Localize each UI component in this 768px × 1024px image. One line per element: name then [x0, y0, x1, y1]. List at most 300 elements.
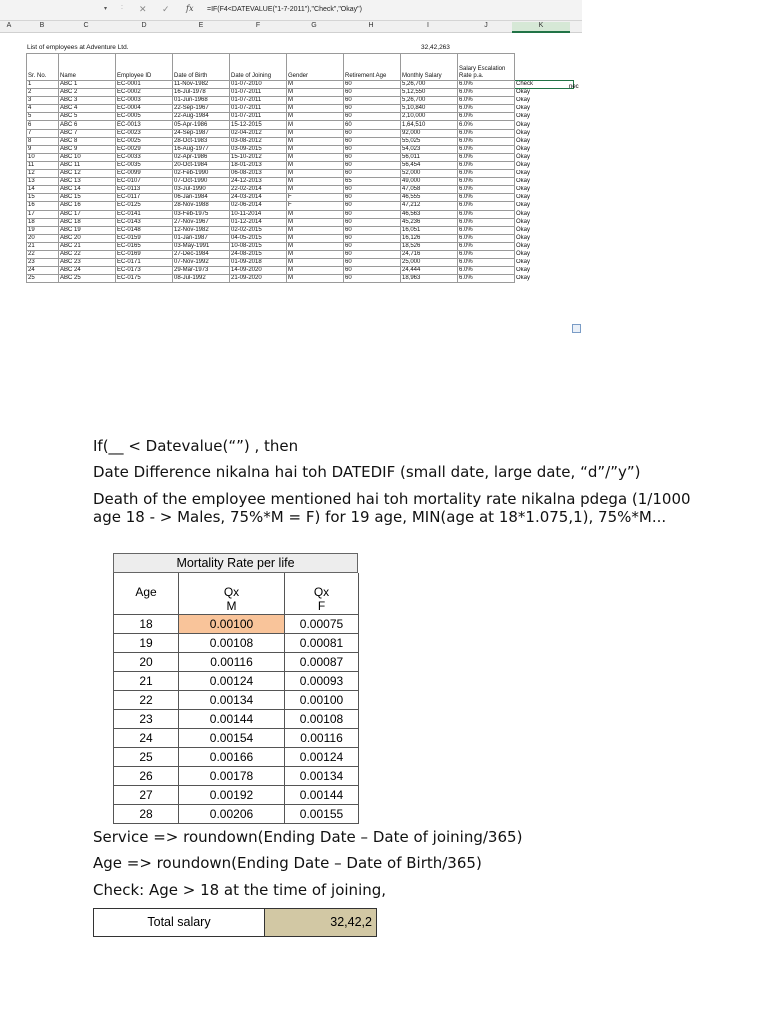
table-cell[interactable]: M [287, 267, 344, 275]
table-cell[interactable]: 29-Mar-1973 [173, 267, 230, 275]
table-cell[interactable]: 16 [27, 202, 59, 210]
table-cell[interactable]: 6.0% [458, 194, 515, 202]
table-cell[interactable]: M [287, 226, 344, 234]
table-cell[interactable]: F [287, 194, 344, 202]
table-cell[interactable]: 60 [344, 161, 401, 169]
table-cell[interactable]: 18,963 [401, 275, 458, 283]
table-cell[interactable]: EC-0005 [116, 113, 173, 121]
table-cell[interactable]: 03-Jul-1990 [173, 186, 230, 194]
table-cell[interactable]: EC-0035 [116, 161, 173, 169]
table-cell[interactable]: M [287, 105, 344, 113]
table-cell[interactable]: 56,011 [401, 153, 458, 161]
table-cell[interactable]: 01-Jun-1968 [173, 97, 230, 105]
table-cell[interactable]: 22-02-2014 [230, 186, 287, 194]
table-cell[interactable]: 20-Oct-1984 [173, 161, 230, 169]
table-cell[interactable]: 5,12,550 [401, 89, 458, 97]
table-cell[interactable]: 6.0% [458, 137, 515, 145]
table-cell[interactable]: 5 [27, 113, 59, 121]
table-cell[interactable]: 01-Jan-1987 [173, 234, 230, 242]
table-cell[interactable]: 24-Sep-1987 [173, 129, 230, 137]
cancel-icon[interactable]: ✕ [139, 4, 147, 14]
table-cell[interactable]: ABC 9 [59, 145, 116, 153]
table-cell[interactable]: 28-Oct-1983 [173, 137, 230, 145]
status-cell[interactable]: Okay [516, 113, 531, 120]
status-cell[interactable]: Okay [516, 194, 531, 201]
table-cell[interactable]: ABC 6 [59, 121, 116, 129]
table-cell[interactable]: 60 [344, 202, 401, 210]
table-cell[interactable]: EC-0141 [116, 210, 173, 218]
table-cell[interactable]: 01-12-2014 [230, 218, 287, 226]
table-cell[interactable]: 6.0% [458, 153, 515, 161]
table-cell[interactable]: ABC 7 [59, 129, 116, 137]
table-cell[interactable]: M [287, 145, 344, 153]
table-cell[interactable]: 16-Aug-1977 [173, 145, 230, 153]
table-cell[interactable]: 19 [27, 226, 59, 234]
table-cell[interactable]: 60 [344, 186, 401, 194]
table-cell[interactable]: ABC 20 [59, 234, 116, 242]
table-cell[interactable]: EC-0117 [116, 194, 173, 202]
table-cell[interactable]: EC-0175 [116, 275, 173, 283]
table-row [27, 145, 574, 153]
table-cell[interactable]: EC-0173 [116, 267, 173, 275]
table-cell[interactable]: 60 [344, 89, 401, 97]
table-cell[interactable]: 25,000 [401, 259, 458, 267]
table-cell[interactable]: 12 [27, 170, 59, 178]
table-cell[interactable]: ABC 13 [59, 178, 116, 186]
table-cell[interactable]: 10-08-2015 [230, 242, 287, 250]
table-cell[interactable]: 60 [344, 275, 401, 283]
status-cell[interactable]: Okay [516, 105, 531, 112]
table-cell[interactable]: M [287, 129, 344, 137]
table-cell[interactable]: EC-0013 [116, 121, 173, 129]
table-cell[interactable]: 60 [344, 105, 401, 113]
table-cell[interactable]: 03-May-1991 [173, 242, 230, 250]
status-cell[interactable]: Okay [516, 226, 531, 233]
table-cell[interactable]: 24-03-2014 [230, 194, 287, 202]
table-cell[interactable]: 92,000 [401, 129, 458, 137]
table-cell[interactable]: 6.0% [458, 113, 515, 121]
table-cell[interactable]: 21 [27, 242, 59, 250]
age-cell: 24 [114, 729, 179, 748]
column-header[interactable]: F [255, 22, 261, 29]
table-cell[interactable]: 11 [27, 161, 59, 169]
column-header[interactable]: E [198, 22, 204, 29]
column-header-cell[interactable]: Salary Escalation Rate p.a. [458, 54, 515, 81]
column-header-cell[interactable]: Date of Joining [230, 54, 287, 81]
table-cell[interactable]: 6 [27, 121, 59, 129]
name-box-dropdown-icon[interactable]: ▾ [104, 6, 108, 12]
table-cell[interactable]: 16,126 [401, 234, 458, 242]
table-cell[interactable]: 1 [27, 81, 59, 89]
column-header[interactable]: G [311, 22, 317, 29]
table-cell[interactable]: 02-Apr-1986 [173, 153, 230, 161]
status-cell[interactable]: Okay [516, 170, 531, 177]
table-cell[interactable]: 08-Jul-1992 [173, 275, 230, 283]
table-cell[interactable]: 24 [27, 267, 59, 275]
table-cell[interactable]: 24-12-2013 [230, 178, 287, 186]
mortality-row [114, 710, 359, 729]
table-cell[interactable]: ABC 11 [59, 161, 116, 169]
column-header-cell[interactable]: Employee ID [116, 54, 173, 81]
table-cell[interactable]: 6.0% [458, 89, 515, 97]
table-cell[interactable]: 6.0% [458, 105, 515, 113]
table-cell[interactable]: 46,563 [401, 210, 458, 218]
table-cell[interactable]: 8 [27, 137, 59, 145]
column-header[interactable]: J [484, 22, 488, 29]
table-cell[interactable]: 16-Jul-1978 [173, 89, 230, 97]
table-cell[interactable]: EC-0125 [116, 202, 173, 210]
table-cell[interactable]: F [287, 202, 344, 210]
column-header[interactable]: H [368, 22, 374, 29]
table-cell[interactable]: 52,000 [401, 170, 458, 178]
table-cell[interactable]: ABC 3 [59, 97, 116, 105]
note-line-3: Death of the employee mentioned hai toh mortality rate nikalna pdega (1/1000 age 18 - > Males, 75%*M = F) for 19 age, MIN(age at 18*1.075,1), 75%*M... [93, 490, 691, 526]
table-cell[interactable]: 01-07-2010 [230, 81, 287, 89]
table-cell[interactable]: 6.0% [458, 242, 515, 250]
table-cell[interactable]: M [287, 234, 344, 242]
table-cell[interactable]: 22 [27, 250, 59, 258]
table-cell[interactable]: 60 [344, 234, 401, 242]
table-cell[interactable]: M [287, 81, 344, 89]
table-cell[interactable]: 24,716 [401, 250, 458, 258]
insert-function-icon[interactable]: fx [186, 4, 194, 13]
table-cell[interactable]: 01-07-2011 [230, 97, 287, 105]
table-cell[interactable]: 55,025 [401, 137, 458, 145]
qx-m-header: Qx [179, 573, 285, 599]
table-cell[interactable]: 03-Feb-1975 [173, 210, 230, 218]
table-cell[interactable]: ABC 18 [59, 218, 116, 226]
table-cell[interactable]: 13 [27, 178, 59, 186]
table-cell[interactable]: M [287, 113, 344, 121]
table-cell[interactable]: ABC 23 [59, 259, 116, 267]
table-cell[interactable]: 6.0% [458, 234, 515, 242]
table-cell[interactable]: ABC 17 [59, 210, 116, 218]
table-cell[interactable]: 6.0% [458, 267, 515, 275]
table-cell[interactable]: M [287, 137, 344, 145]
table-cell[interactable]: ABC 2 [59, 89, 116, 97]
table-cell[interactable]: 60 [344, 121, 401, 129]
table-cell[interactable]: 28-Nov-1988 [173, 202, 230, 210]
table-cell[interactable]: M [287, 210, 344, 218]
status-cell[interactable]: Check [515, 81, 574, 89]
table-cell[interactable]: ABC 19 [59, 226, 116, 234]
table-row [27, 97, 574, 105]
column-header-cell[interactable]: Monthly Salary [401, 54, 458, 81]
table-cell[interactable]: 3 [27, 97, 59, 105]
table-cell[interactable]: 5,10,840 [401, 105, 458, 113]
table-cell[interactable]: 60 [344, 113, 401, 121]
note-line-1: If(__ < Datevalue(“”) , then [93, 437, 299, 455]
table-cell[interactable]: 60 [344, 226, 401, 234]
table-cell[interactable]: ABC 4 [59, 105, 116, 113]
table-cell[interactable]: 6.0% [458, 210, 515, 218]
age-cell: 18 [114, 615, 179, 634]
table-cell[interactable]: 27-Dec-1984 [173, 250, 230, 258]
table-cell[interactable]: M [287, 161, 344, 169]
table-cell[interactable]: 6.0% [458, 161, 515, 169]
male-rate-cell: 0.00206 [179, 805, 285, 824]
table-cell[interactable]: M [287, 170, 344, 178]
table-cell[interactable]: 60 [344, 259, 401, 267]
table-cell[interactable]: 24-08-2015 [230, 250, 287, 258]
table-cell[interactable]: 07-Nov-1992 [173, 259, 230, 267]
table-cell[interactable]: 60 [344, 153, 401, 161]
table-cell[interactable]: 06-Jan-1984 [173, 194, 230, 202]
age-cell: 26 [114, 767, 179, 786]
status-cell[interactable]: Okay [516, 234, 531, 241]
column-header-selected[interactable]: K [512, 22, 570, 33]
table-cell[interactable]: 60 [344, 170, 401, 178]
table-cell[interactable]: EC-0002 [116, 89, 173, 97]
table-row [27, 194, 574, 202]
table-cell[interactable]: 02-06-2014 [230, 202, 287, 210]
table-cell[interactable]: 11-Nov-1982 [173, 81, 230, 89]
table-cell[interactable]: 54,023 [401, 145, 458, 153]
table-cell[interactable]: 02-Feb-1990 [173, 170, 230, 178]
table-cell[interactable]: ABC 16 [59, 202, 116, 210]
table-cell[interactable]: 2,10,000 [401, 113, 458, 121]
male-rate-cell: 0.00192 [179, 786, 285, 805]
confirm-icon[interactable]: ✓ [162, 4, 170, 14]
table-cell[interactable]: EC-0033 [116, 153, 173, 161]
table-cell[interactable]: 4 [27, 105, 59, 113]
table-cell[interactable]: 60 [344, 194, 401, 202]
table-cell[interactable]: EC-0001 [116, 81, 173, 89]
table-cell[interactable]: M [287, 242, 344, 250]
table-row [27, 153, 574, 161]
table-cell[interactable]: EC-0169 [116, 250, 173, 258]
table-cell[interactable]: EC-0029 [116, 145, 173, 153]
table-cell[interactable]: 2 [27, 89, 59, 97]
table-cell[interactable]: 60 [344, 145, 401, 153]
formula-text[interactable]: =IF(F4<DATEVALUE("1-7-2011"),"Check","Okay") [207, 6, 362, 13]
table-cell[interactable]: ABC 15 [59, 194, 116, 202]
table-cell[interactable]: 21-09-2020 [230, 275, 287, 283]
table-row [27, 89, 574, 97]
table-cell[interactable]: 27-Nov-1967 [173, 218, 230, 226]
table-cell[interactable]: M [287, 250, 344, 258]
table-cell[interactable]: 6.0% [458, 121, 515, 129]
table-cell[interactable]: 06-08-2013 [230, 170, 287, 178]
table-cell[interactable]: ABC 21 [59, 242, 116, 250]
table-cell[interactable]: M [287, 186, 344, 194]
table-cell[interactable]: M [287, 178, 344, 186]
table-cell[interactable]: EC-0171 [116, 259, 173, 267]
column-header-cell[interactable]: Date of Birth [173, 54, 230, 81]
table-cell[interactable]: EC-0003 [116, 97, 173, 105]
table-cell[interactable]: M [287, 153, 344, 161]
status-cell[interactable]: Okay [516, 161, 531, 168]
table-cell[interactable]: 24,444 [401, 267, 458, 275]
status-cell[interactable]: Okay [516, 267, 531, 274]
table-cell[interactable]: 60 [344, 250, 401, 258]
table-cell[interactable]: 14 [27, 186, 59, 194]
table-cell[interactable]: 25 [27, 275, 59, 283]
table-cell[interactable]: 01-07-2011 [230, 113, 287, 121]
table-cell[interactable]: 18 [27, 218, 59, 226]
table-cell[interactable]: 60 [344, 137, 401, 145]
table-cell[interactable]: 6.0% [458, 275, 515, 283]
table-cell[interactable]: 04-05-2015 [230, 234, 287, 242]
table-cell[interactable]: 16,051 [401, 226, 458, 234]
employee-table [26, 53, 574, 283]
table-row [27, 121, 574, 129]
table-cell[interactable]: 47,212 [401, 202, 458, 210]
column-header-cell[interactable]: Name [59, 54, 116, 81]
table-cell[interactable]: 60 [344, 81, 401, 89]
table-cell[interactable]: 03-08-2012 [230, 137, 287, 145]
table-cell[interactable]: 12-Nov-1982 [173, 226, 230, 234]
table-cell[interactable]: 02-04-2012 [230, 129, 287, 137]
table-cell[interactable]: 18-01-2013 [230, 161, 287, 169]
table-cell[interactable]: 02-02-2015 [230, 226, 287, 234]
table-cell[interactable]: 05-Apr-1986 [173, 121, 230, 129]
male-rate-cell: 0.00124 [179, 672, 285, 691]
table-cell[interactable]: 6.0% [458, 81, 515, 89]
table-cell[interactable]: EC-0107 [116, 178, 173, 186]
table-cell[interactable]: 65 [344, 178, 401, 186]
table-cell[interactable]: 20 [27, 234, 59, 242]
table-cell[interactable]: M [287, 275, 344, 283]
table-cell[interactable]: EC-0023 [116, 129, 173, 137]
status-cell[interactable]: Okay [516, 259, 531, 266]
table-cell[interactable]: 01-09-2018 [230, 259, 287, 267]
table-cell[interactable]: M [287, 218, 344, 226]
table-cell[interactable]: 14-09-2020 [230, 267, 287, 275]
status-cell[interactable]: Okay [516, 275, 531, 282]
table-cell[interactable]: 60 [344, 242, 401, 250]
table-cell[interactable]: 18,526 [401, 242, 458, 250]
status-cell[interactable]: Okay [516, 178, 531, 185]
table-cell[interactable]: M [287, 121, 344, 129]
status-cell[interactable]: Okay [516, 202, 531, 209]
status-cell[interactable]: Okay [516, 186, 531, 193]
column-header-cell[interactable]: Sr. No. [27, 54, 59, 81]
table-cell[interactable]: 03-09-2015 [230, 145, 287, 153]
table-cell[interactable]: 56,454 [401, 161, 458, 169]
table-cell[interactable]: ABC 12 [59, 170, 116, 178]
table-cell[interactable]: 6.0% [458, 97, 515, 105]
table-cell[interactable]: 07-Oct-1990 [173, 178, 230, 186]
table-cell[interactable]: ABC 25 [59, 275, 116, 283]
table-cell[interactable]: 6.0% [458, 178, 515, 186]
status-cell[interactable]: Okay [516, 153, 531, 160]
status-cell[interactable]: Okay [516, 218, 531, 225]
table-cell[interactable]: ABC 8 [59, 137, 116, 145]
table-cell[interactable]: EC-0025 [116, 137, 173, 145]
table-cell[interactable]: ABC 24 [59, 267, 116, 275]
table-cell[interactable]: ABC 10 [59, 153, 116, 161]
table-cell[interactable]: 6.0% [458, 145, 515, 153]
column-header[interactable]: I [427, 22, 429, 29]
table-cell[interactable]: 49,000 [401, 178, 458, 186]
table-cell[interactable]: 6.0% [458, 218, 515, 226]
status-cell[interactable]: Okay [516, 97, 531, 104]
table-cell[interactable]: ABC 5 [59, 113, 116, 121]
column-header[interactable]: B [39, 22, 45, 29]
table-cell[interactable]: 6.0% [458, 186, 515, 194]
table-cell[interactable]: 6.0% [458, 170, 515, 178]
table-cell[interactable]: 5,26,700 [401, 81, 458, 89]
status-cell[interactable]: Okay [516, 210, 531, 217]
table-cell[interactable]: 17 [27, 210, 59, 218]
table-cell[interactable]: ABC 14 [59, 186, 116, 194]
table-cell[interactable]: 23 [27, 259, 59, 267]
table-cell[interactable]: 6.0% [458, 226, 515, 234]
table-cell[interactable]: 47,058 [401, 186, 458, 194]
table-cell[interactable]: 15-10-2012 [230, 153, 287, 161]
table-cell[interactable]: EC-0148 [116, 226, 173, 234]
status-cell[interactable]: Okay [516, 129, 531, 136]
table-cell[interactable]: 6.0% [458, 259, 515, 267]
table-cell[interactable]: M [287, 89, 344, 97]
table-cell[interactable]: 7 [27, 129, 59, 137]
table-row [27, 105, 574, 113]
table-cell[interactable]: 15 [27, 194, 59, 202]
status-cell[interactable]: Okay [516, 242, 531, 249]
male-rate-cell: 0.00178 [179, 767, 285, 786]
table-cell[interactable]: ABC 1 [59, 81, 116, 89]
table-cell[interactable]: 45,236 [401, 218, 458, 226]
table-cell[interactable]: 1,64,510 [401, 121, 458, 129]
column-header[interactable]: C [83, 22, 89, 29]
table-cell[interactable]: M [287, 259, 344, 267]
status-cell[interactable]: Okay [516, 89, 531, 96]
table-cell[interactable]: EC-0004 [116, 105, 173, 113]
table-cell[interactable]: EC-0099 [116, 170, 173, 178]
table-cell[interactable]: 01-07-2011 [230, 89, 287, 97]
table-cell[interactable]: 22-Sep-1967 [173, 105, 230, 113]
female-rate-cell: 0.00081 [285, 634, 359, 653]
table-cell[interactable]: 6.0% [458, 129, 515, 137]
table-cell[interactable]: 60 [344, 210, 401, 218]
table-cell[interactable]: 6.0% [458, 250, 515, 258]
excel-screenshot [0, 0, 582, 335]
table-cell[interactable]: 5,26,700 [401, 97, 458, 105]
status-cell[interactable]: Okay [516, 251, 531, 258]
table-cell[interactable]: 10-11-2014 [230, 210, 287, 218]
table-cell[interactable]: 60 [344, 97, 401, 105]
table-cell[interactable]: M [287, 97, 344, 105]
table-cell[interactable]: 6.0% [458, 202, 515, 210]
status-cell[interactable]: Okay [516, 137, 531, 144]
status-cell[interactable]: Okay [516, 145, 531, 152]
table-cell[interactable]: 22-Aug-1984 [173, 113, 230, 121]
status-cell[interactable]: Okay [516, 121, 531, 128]
column-header-cell[interactable]: Gender [287, 54, 344, 81]
paste-options-icon[interactable] [572, 324, 581, 333]
table-cell[interactable]: 60 [344, 218, 401, 226]
column-header-cell[interactable]: Retirement Age [344, 54, 401, 81]
table-cell[interactable]: 9 [27, 145, 59, 153]
table-cell[interactable]: EC-0113 [116, 186, 173, 194]
table-cell[interactable]: 60 [344, 267, 401, 275]
table-cell[interactable]: 01-07-2011 [230, 105, 287, 113]
table-cell[interactable]: EC-0159 [116, 234, 173, 242]
age-cell: 23 [114, 710, 179, 729]
column-header[interactable]: A [6, 22, 12, 29]
table-cell[interactable]: 60 [344, 129, 401, 137]
table-cell[interactable]: ABC 22 [59, 250, 116, 258]
table-cell[interactable]: EC-0143 [116, 218, 173, 226]
table-cell[interactable]: 10 [27, 153, 59, 161]
column-header[interactable]: D [141, 22, 147, 29]
table-cell[interactable]: 46,555 [401, 194, 458, 202]
name-box[interactable] [0, 3, 112, 15]
table-cell[interactable]: EC-0165 [116, 242, 173, 250]
empty-cell[interactable] [515, 54, 574, 81]
table-cell[interactable]: 15-12-2015 [230, 121, 287, 129]
